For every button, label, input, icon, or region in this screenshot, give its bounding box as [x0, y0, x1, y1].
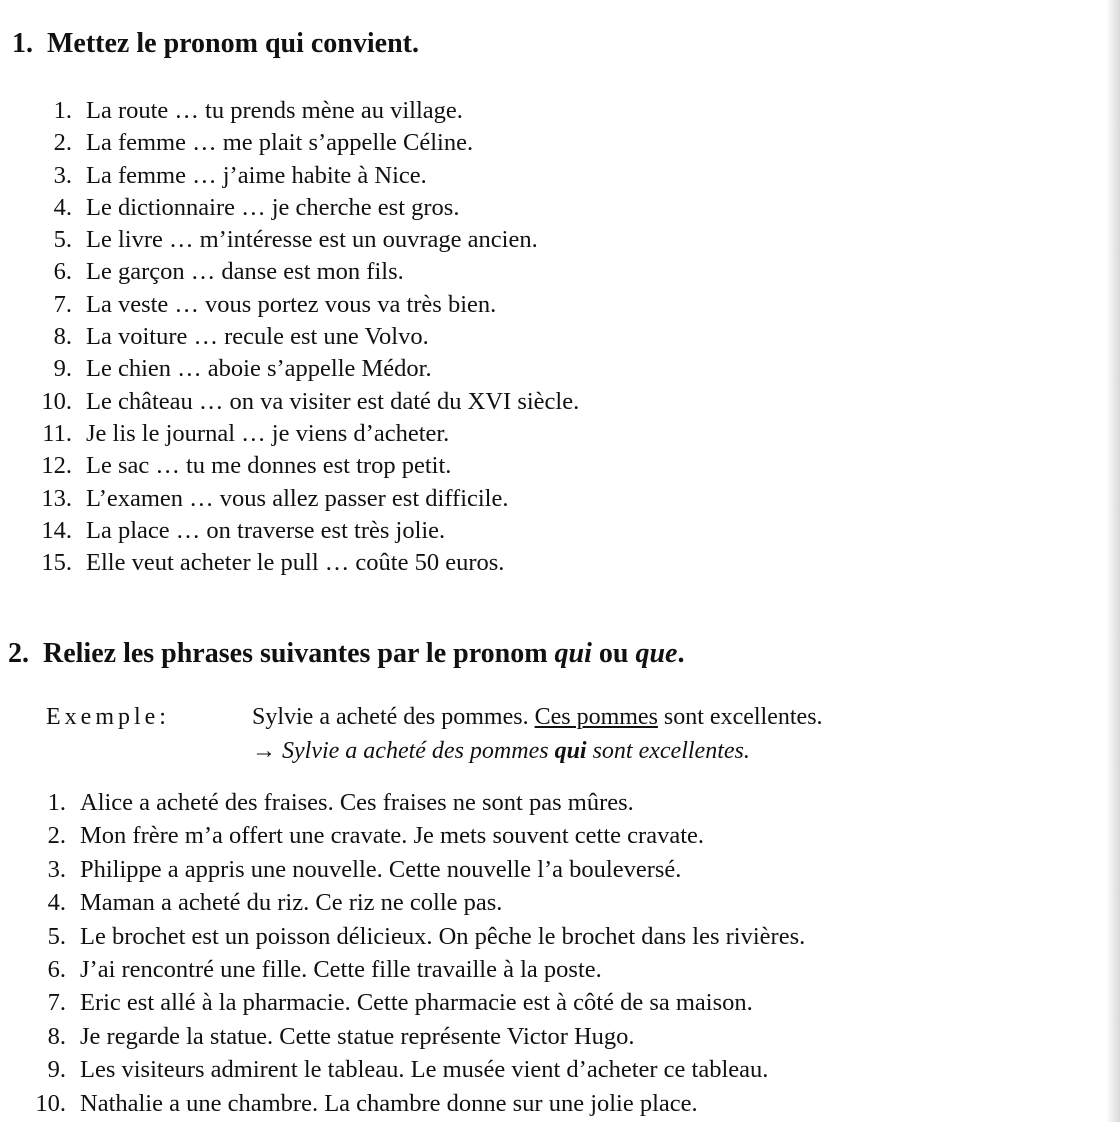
item-number: 7.	[53, 290, 72, 318]
item-number: 10.	[41, 387, 72, 415]
example-line2-after: sont excellentes.	[586, 738, 750, 764]
item-number: 15.	[41, 549, 72, 577]
example-line1-before: Sylvie a acheté des pommes.	[252, 704, 535, 730]
item-text: La femme … j’aime habite à Nice.	[86, 161, 427, 189]
item-number: 4.	[47, 889, 66, 917]
item-number: 1.	[47, 789, 66, 816]
section-2-heading	[8, 638, 684, 670]
list-item	[36, 95, 579, 127]
item-number: 9.	[53, 355, 72, 383]
item-text: La route … tu prends mène au village.	[86, 97, 463, 124]
item-text: Je lis le journal … je viens d’acheter.	[86, 419, 450, 447]
section-2-list	[30, 786, 805, 1120]
section-1-list	[36, 95, 579, 579]
item-text: Je regarde la statue. Cette statue représente Victor Hugo.	[80, 1022, 635, 1050]
item-number: 11.	[42, 419, 72, 447]
item-text: La voiture … recule est une Volvo.	[86, 323, 429, 351]
list-item	[30, 853, 805, 886]
list-item	[36, 483, 579, 515]
item-number: 8.	[47, 1022, 66, 1050]
list-item	[30, 819, 805, 852]
list-item	[36, 160, 579, 192]
list-item	[36, 256, 579, 288]
item-text: Mon frère m’a offert une cravate. Je mets souvent cette cravate.	[80, 822, 704, 850]
item-text: Le brochet est un poisson délicieux. On pêche le brochet dans les rivières.	[80, 922, 806, 950]
example-line2-bold: qui	[554, 738, 587, 764]
item-number: 7.	[47, 989, 66, 1017]
list-item	[30, 886, 805, 919]
item-number: 13.	[41, 484, 72, 512]
section-2-title-suffix: .	[677, 638, 685, 669]
list-item	[36, 224, 579, 256]
list-item	[36, 127, 579, 159]
item-number: 6.	[53, 258, 72, 286]
list-item	[36, 353, 579, 385]
section-2-number: 2.	[8, 638, 29, 669]
item-number: 12.	[41, 452, 72, 480]
list-item	[30, 1053, 805, 1086]
item-text: Le château … on va visiter est daté du XVI siècle.	[86, 387, 580, 415]
item-text: Les visiteurs admirent le tableau. Le musée vient d’acheter ce tableau.	[80, 1056, 769, 1084]
list-item	[36, 418, 579, 450]
list-item	[30, 1020, 805, 1053]
example-line1-underlined: Ces pommes	[534, 704, 658, 730]
item-number: 5.	[47, 922, 66, 950]
list-item	[36, 289, 579, 321]
item-text: Le chien … aboie s’appelle Médor.	[86, 355, 432, 383]
item-text: Eric est allé à la pharmacie. Cette pharmacie est à côté de sa maison.	[80, 989, 753, 1017]
section-2-title-prefix: Reliez les phrases suivantes par le pronom	[43, 638, 555, 669]
list-item	[36, 515, 579, 547]
item-text: Maman a acheté du riz. Ce riz ne colle pas.	[80, 889, 503, 917]
item-text: Philippe a appris une nouvelle. Cette nouvelle l’a bouleversé.	[80, 855, 682, 883]
example-label: Exemple:	[46, 704, 170, 730]
item-number: 8.	[53, 323, 72, 351]
arrow-icon: →	[252, 738, 282, 764]
item-number: 6.	[47, 955, 66, 983]
section-2-title-que: que	[635, 638, 678, 669]
list-item	[30, 786, 805, 819]
item-text: La veste … vous portez vous va très bien.	[86, 290, 497, 318]
item-text: Le garçon … danse est mon fils.	[86, 258, 404, 286]
item-number: 5.	[53, 226, 72, 254]
list-item	[30, 953, 805, 986]
item-number: 1.	[53, 97, 72, 124]
item-text: La femme … me plait s’appelle Céline.	[86, 129, 474, 157]
list-item	[36, 192, 579, 224]
list-item	[36, 547, 579, 579]
list-item	[36, 386, 579, 418]
item-number: 3.	[47, 855, 66, 883]
item-number: 10.	[35, 1089, 66, 1117]
section-2-title-qui: qui	[554, 638, 592, 669]
item-text: Le dictionnaire … je cherche est gros.	[86, 193, 460, 221]
list-item	[30, 986, 805, 1019]
item-text: Le livre … m’intéresse est un ouvrage ancien.	[86, 226, 538, 254]
section-1-heading	[12, 28, 419, 60]
item-text: J’ai rencontré une fille. Cette fille travaille à la poste.	[80, 955, 602, 983]
section-1-number: 1.	[12, 28, 33, 59]
item-text: Elle veut acheter le pull … coûte 50 euros.	[86, 549, 505, 577]
item-number: 4.	[53, 193, 72, 221]
list-item	[36, 321, 579, 353]
item-number: 9.	[47, 1056, 66, 1084]
section-2-title-or: ou	[591, 638, 636, 669]
item-text: La place … on traverse est très jolie.	[86, 516, 446, 544]
item-number: 14.	[41, 516, 72, 544]
list-item	[30, 1087, 805, 1120]
list-item	[30, 920, 805, 953]
item-text: L’examen … vous allez passer est difficile.	[86, 484, 509, 512]
item-number: 2.	[47, 822, 66, 850]
example-sentence	[252, 704, 823, 731]
item-text: Alice a acheté des fraises. Ces fraises ne sont pas mûres.	[80, 789, 634, 816]
list-item	[36, 450, 579, 482]
example-line1-after: sont excellentes.	[657, 704, 823, 730]
item-text: Nathalie a une chambre. La chambre donne sur une jolie place.	[80, 1089, 698, 1117]
page-edge-shadow	[1106, 0, 1120, 1122]
item-number: 3.	[53, 161, 72, 189]
item-number: 2.	[53, 129, 72, 157]
section-1-title: Mettez le pronom qui convient.	[47, 28, 419, 59]
example-line2-before: Sylvie a acheté des pommes	[282, 738, 555, 764]
example-answer	[252, 738, 750, 765]
item-text: Le sac … tu me donnes est trop petit.	[86, 452, 452, 480]
